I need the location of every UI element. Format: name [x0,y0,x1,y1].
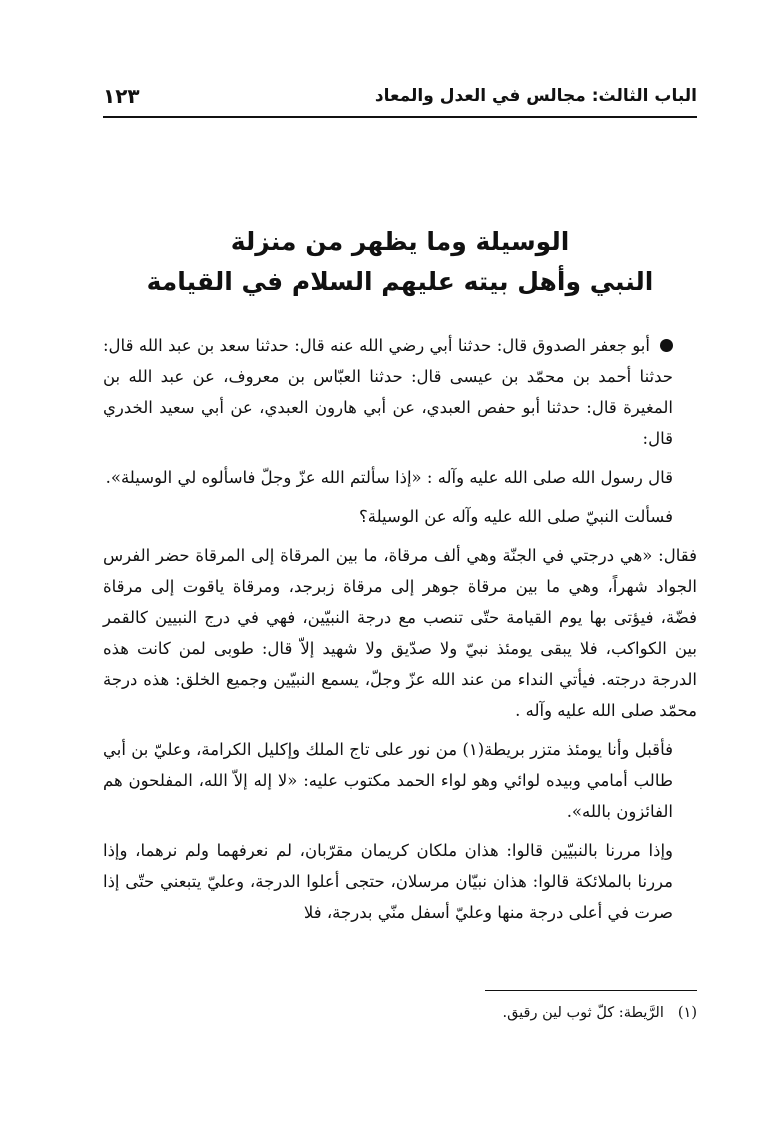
chapter-title-line-2: النبي وأهل بيته عليهم السلام في القيامة [146,267,654,296]
chapter-title-line-1: الوسيلة وما يظهر من منزلة [230,227,570,256]
body-text [103,330,697,936]
chapter-title [103,222,697,302]
bullet-icon [660,339,673,352]
paragraph-text: أبو جعفر الصدوق قال: حدثنا أبي رضي الله عنه قال: حدثنا سعد بن عبد الله قال: حدثنا أحمد بن محمّد بن عيسى قال: حدثنا العبّاس بن معروف، عن عبد الله بن المغيرة قال: حدثنا أبو حفص العبدي، عن أبي هارون العبدي، عن أبي سعيد الخدري قال: [103,336,673,448]
paragraph: فقال: «هي درجتي في الجنّة وهي ألف مرقاة، ما بين المرقاة إلى المرقاة حضر الفرس الجواد شهراً، وهي ما بين مرقاة جوهر إلى مرقاة زبرجد، ومرقاة ياقوت إلى مرقاة فضّة، فيؤتى بها يوم القيامة حتّى تنصب مع درجة النبيّين، فهي في درج النبيين كالقمر بين الكواكب، فلا يبقى يومئذ نبيّ ولا صدّيق ولا شهيد إلاّ قال: طوبى لمن كانت هذه الدرجة درجته. فيأتي النداء من عند الله عزّ وجلّ، يسمع النبيّين وجميع الخلق: هذه درجة محمّد صلى الله عليه وآله . [103,546,697,720]
footnote-marker: (١) [677,1005,697,1021]
footnote [103,1000,697,1026]
page-number: ١٢٣ [103,84,140,108]
paragraph: فأقبل وأنا يومئذ متزر بريطة(١) من نور على تاج الملك وإكليل الكرامة، وعليّ بن أبي طالب أمامي وبيده لوائي وهو لواء الحمد مكتوب عليه: «لا إله إلاّ الله، المفلحون هم الفائزون بالله». [103,740,673,821]
paragraph-isnad [103,330,697,454]
footnote-text: الرَّيطة: كلّ ثوب لين رقيق. [502,1005,664,1021]
paragraph: فسألت النبيّ صلى الله عليه وآله عن الوسيلة؟ [358,507,673,526]
header-title: الباب الثالث: مجالس في العدل والمعاد [374,86,697,106]
paragraph: قال رسول الله صلى الله عليه وآله : «إذا سألتم الله عزّ وجلّ فاسألوه لي الوسيلة». [105,468,673,487]
paragraph: وإذا مررنا بالنبيّين قالوا: هذان ملكان كريمان مقرّبان، لم نعرفهما ولم نرهما، وإذا مررنا بالملائكة قالوا: هذان نبيّان مرسلان، حتجى أعلوا الدرجة، وعليّ يتبعني حتّى إذا صرت في أعلى درجة منها وعليّ أسفل منّي بدرجة، فلا [103,841,673,922]
running-header [103,84,697,118]
footnote-divider [485,990,697,991]
